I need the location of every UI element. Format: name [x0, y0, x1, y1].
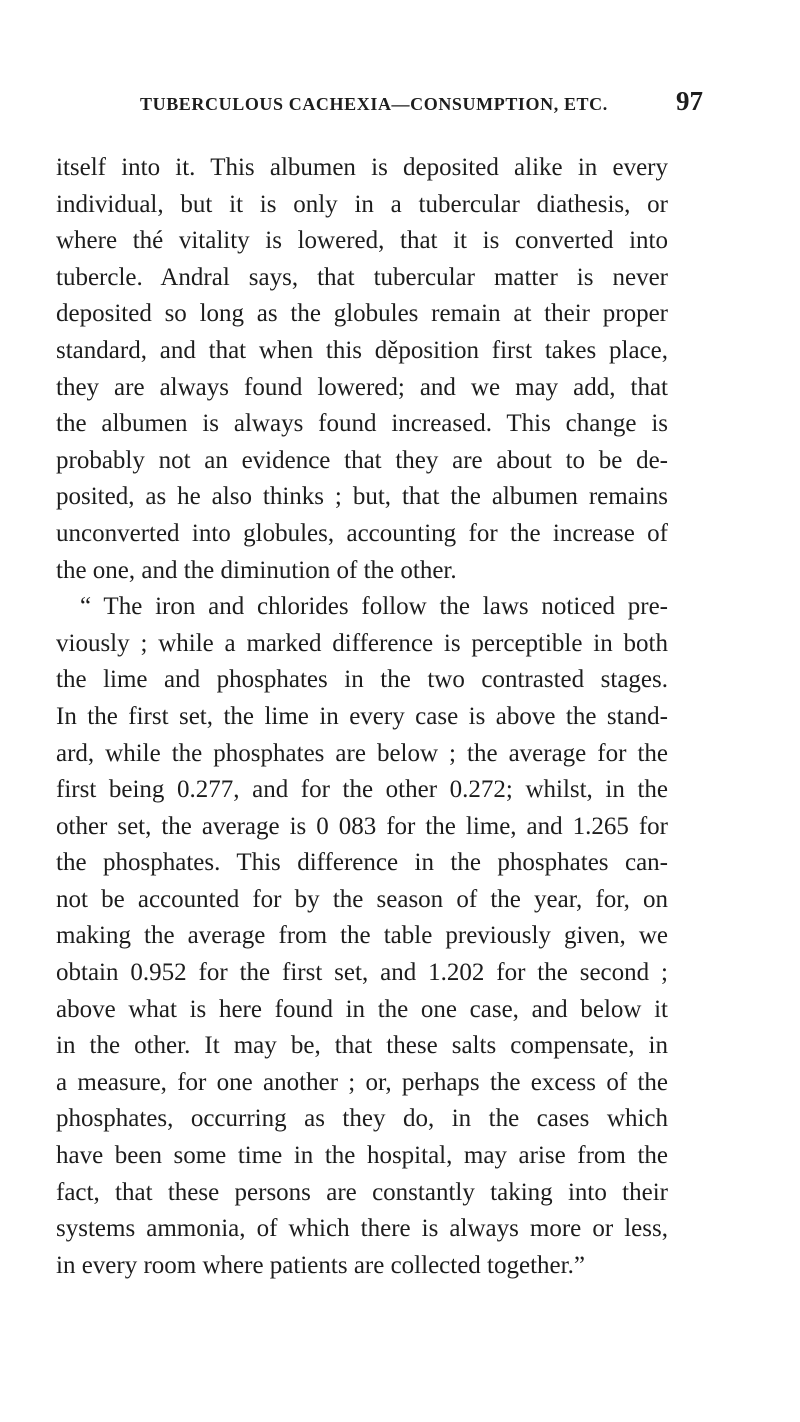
body-text [56, 150, 668, 1284]
text-line: In the first set, the lime in every case is above the stand- [56, 702, 668, 730]
text-line: the albumen is always found increased. This change is [56, 410, 668, 438]
paragraph-end-line: the one, and the diminution of the other. [56, 556, 457, 584]
text-line: standard, and that when this děposition first takes place, [56, 336, 668, 364]
text-line: probably not an evidence that they are about to be de- [56, 446, 668, 474]
text-line: have been some time in the hospital, may arise from the [56, 1142, 668, 1170]
text-line: posited, as he also thinks ; but, that the albumen remains [56, 483, 668, 511]
text-line: individual, but it is only in a tubercular diathesis, or [56, 190, 668, 218]
paragraph-end-line: in every room where patients are collected together.” [56, 1251, 585, 1279]
text-line: itself into it. This albumen is deposited alike in every [56, 154, 668, 181]
text-line: unconverted into globules, accounting for the increase of [56, 519, 668, 547]
text-line: not be accounted for by the season of the year, for, on [56, 885, 668, 913]
text-line: tubercle. Andral says, that tubercular matter is never [56, 263, 668, 291]
running-head: TUBERCULOUS CACHEXIA—CONSUMPTION, ETC. [140, 94, 608, 114]
text-line: first being 0.277, and for the other 0.272; whilst, in the [56, 776, 668, 804]
paragraph-start-line: “ The iron and chlorides follow the laws noticed pre- [80, 593, 668, 621]
text-line: ard, while the phosphates are below ; the average for the [56, 739, 668, 767]
text-line: where thé vitality is lowered, that it is converted into [56, 227, 668, 255]
text-line: fact, that these persons are constantly taking into their [56, 1178, 668, 1206]
text-line: the lime and phosphates in the two contrasted stages. [56, 666, 668, 694]
text-line: deposited so long as the globules remain at their proper [56, 300, 668, 328]
text-line: they are always found lowered; and we may add, that [56, 373, 668, 401]
text-line: systems ammonia, of which there is always more or less, [56, 1215, 668, 1243]
text-line: in the other. It may be, that these salts compensate, in [56, 1032, 668, 1060]
page-number: 97 [676, 86, 703, 116]
text-line: a measure, for one another ; or, perhaps the excess of the [56, 1068, 668, 1096]
text-line: other set, the average is 0 083 for the lime, and 1.265 for [56, 812, 668, 840]
text-line: phosphates, occurring as they do, in the cases which [56, 1105, 668, 1133]
text-line: the phosphates. This difference in the phosphates can- [56, 849, 668, 877]
text-line: above what is here found in the one case, and below it [56, 995, 668, 1023]
text-line: making the average from the table previously given, we [56, 922, 668, 950]
text-line: obtain 0.952 for the first set, and 1.202 for the second ; [56, 959, 668, 987]
text-line: viously ; while a marked difference is perceptible in both [56, 629, 668, 657]
